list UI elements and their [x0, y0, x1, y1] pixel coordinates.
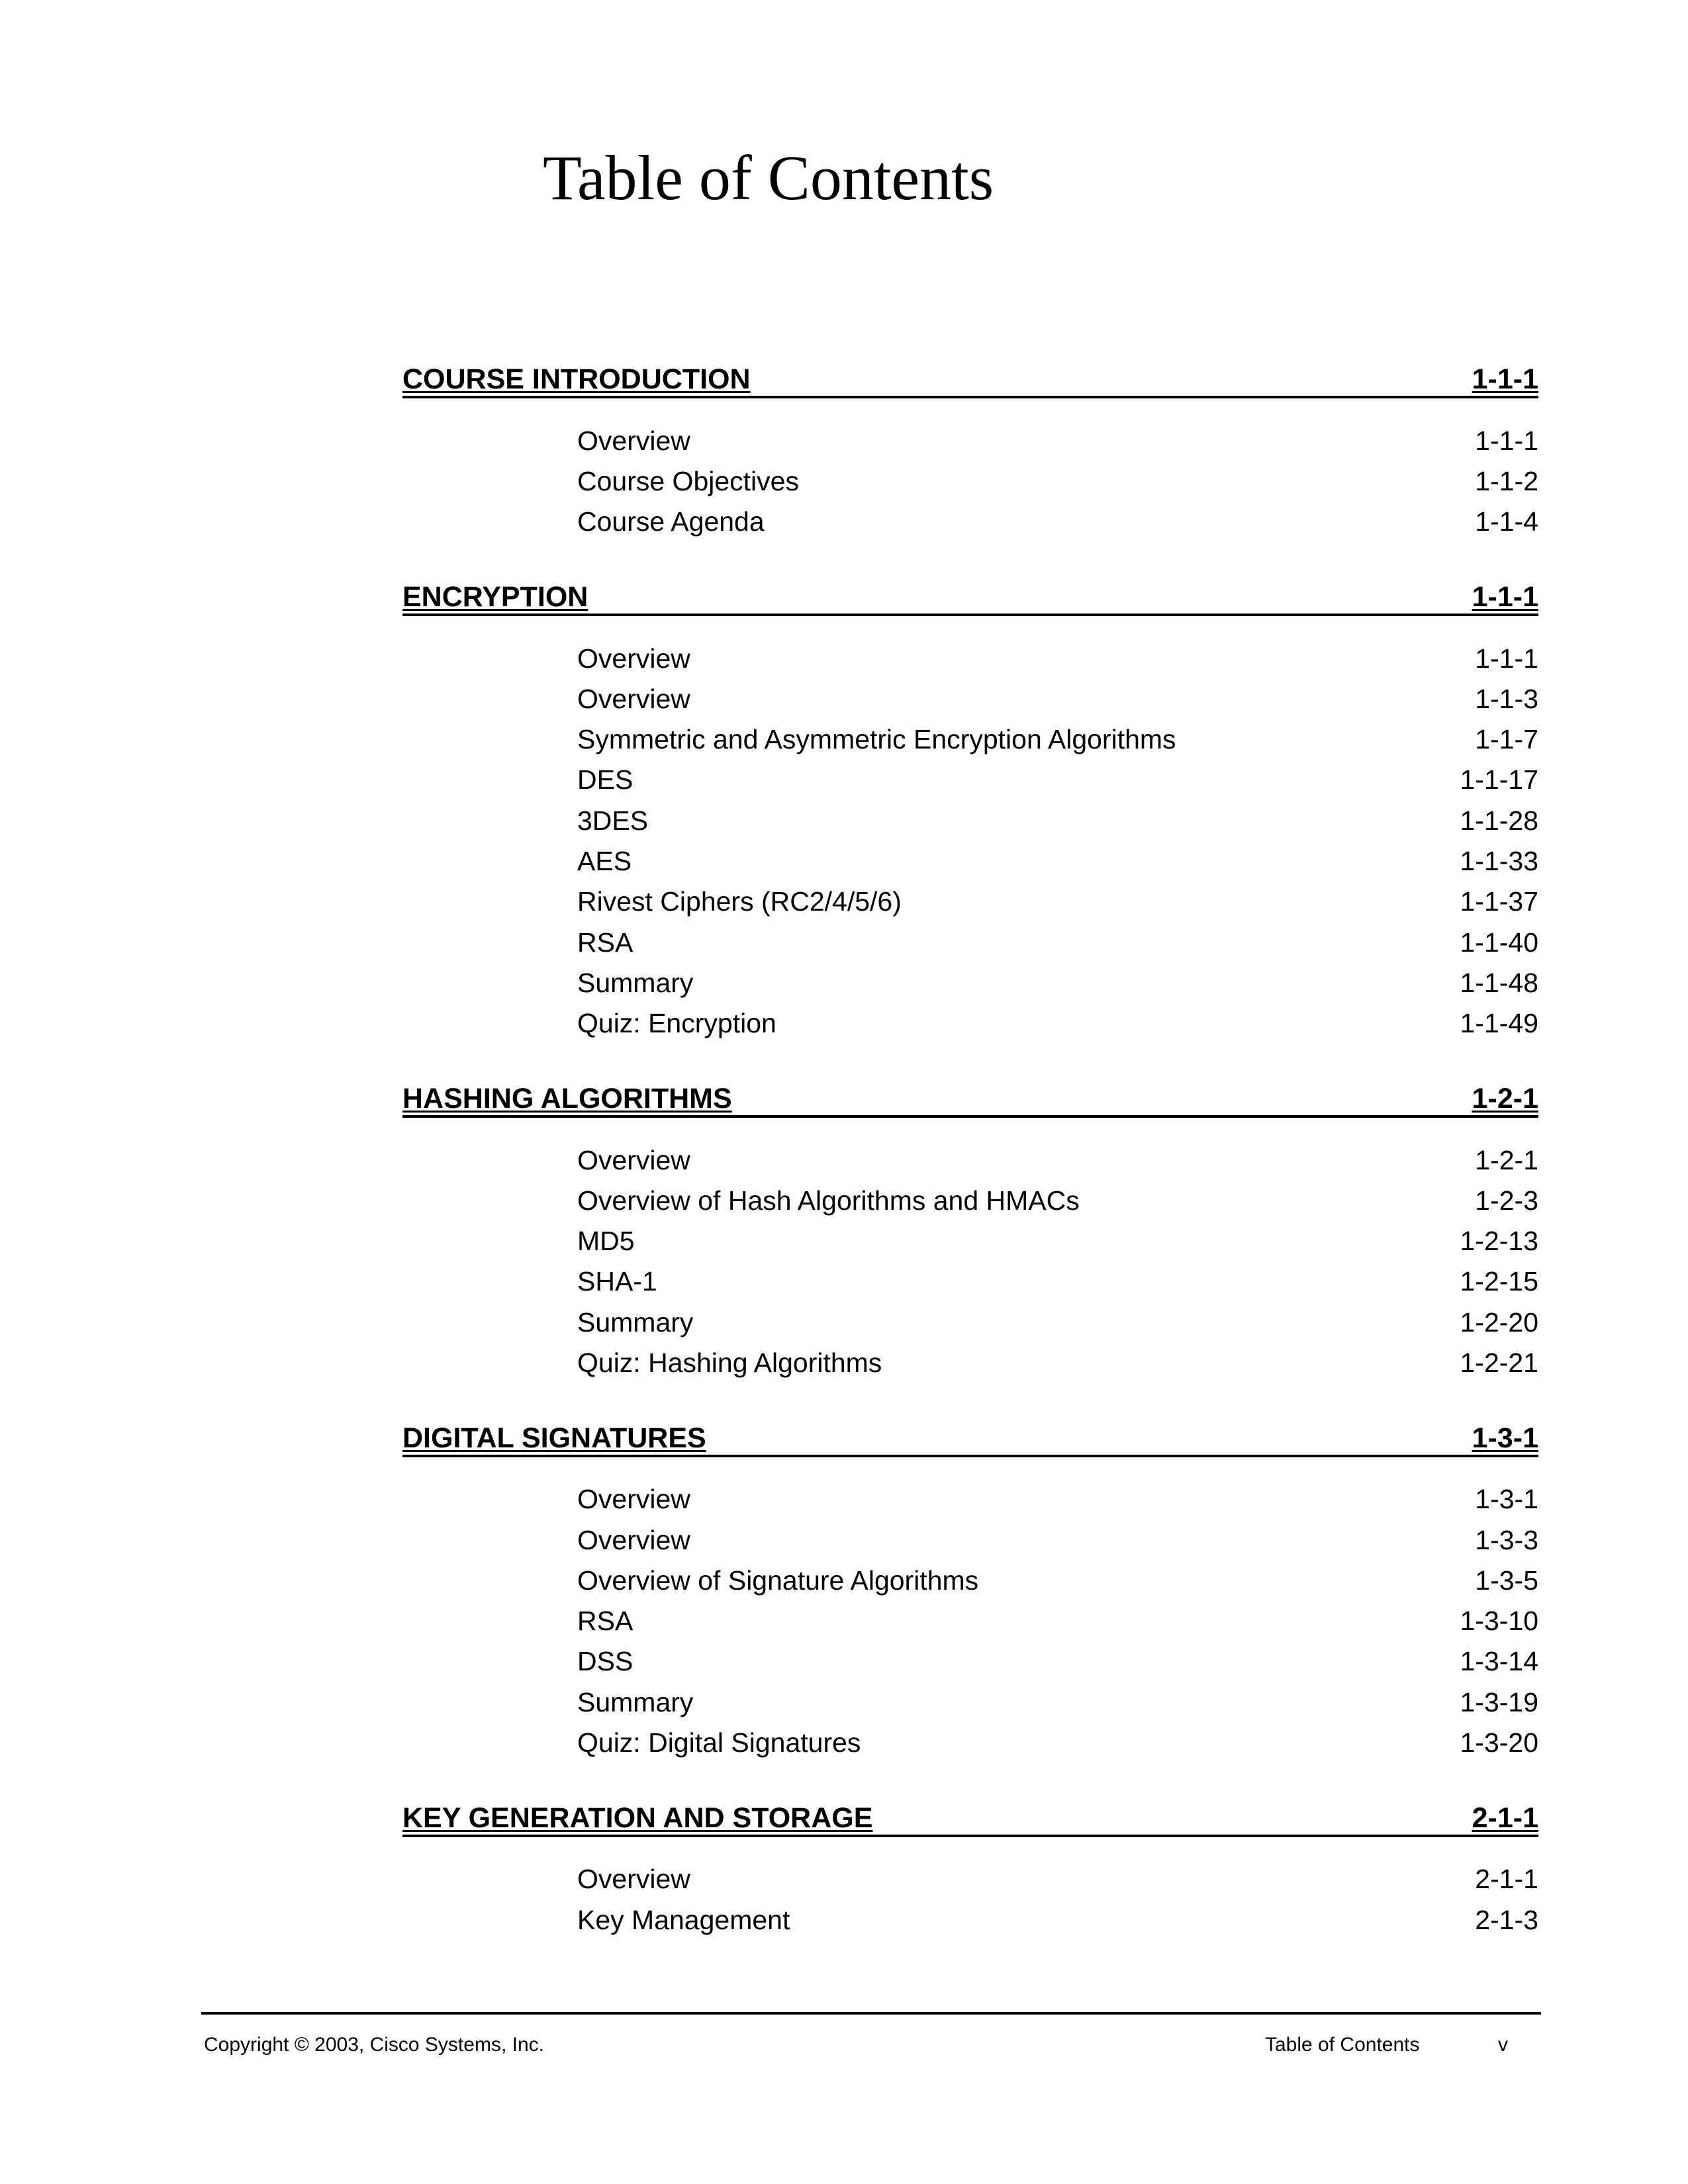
section-page-number: 1-1-1	[1472, 363, 1538, 395]
entry-page-number: 1-3-1	[1475, 1484, 1538, 1515]
toc-entry[interactable]	[402, 420, 1538, 461]
entry-page-number: 1-1-1	[1475, 425, 1538, 456]
toc-entry[interactable]	[402, 1722, 1538, 1762]
section-title: COURSE INTRODUCTION	[402, 363, 751, 395]
section-page-number: 1-3-1	[1472, 1422, 1538, 1454]
toc-entry[interactable]	[402, 719, 1538, 759]
entry-list	[402, 638, 1538, 1044]
entry-label: Overview	[577, 1484, 690, 1515]
entry-label: Overview	[577, 683, 690, 714]
toc-entry[interactable]	[402, 1220, 1538, 1261]
entry-page-number: 1-1-17	[1460, 764, 1538, 796]
toc-entry[interactable]	[402, 882, 1538, 922]
toc-entry[interactable]	[402, 678, 1538, 719]
entry-label: Summary	[577, 1306, 694, 1338]
toc-entry[interactable]	[402, 1641, 1538, 1682]
footer-copyright: Copyright © 2003, Cisco Systems, Inc.	[204, 2034, 544, 2056]
entry-label: MD5	[577, 1226, 635, 1257]
entry-page-number: 1-3-5	[1475, 1565, 1538, 1596]
page-title: Table of Contents	[543, 142, 994, 214]
entry-label: Course Objectives	[577, 465, 799, 496]
entry-label: Quiz: Hashing Algorithms	[577, 1347, 882, 1378]
section-title: DIGITAL SIGNATURES	[402, 1422, 706, 1454]
entry-page-number: 1-1-3	[1475, 683, 1538, 714]
entry-page-number: 1-1-49	[1460, 1008, 1538, 1039]
toc-entry[interactable]	[402, 962, 1538, 1003]
entry-label: Overview	[577, 1864, 690, 1895]
entry-page-number: 2-1-1	[1475, 1864, 1538, 1895]
entry-list	[402, 420, 1538, 542]
entry-label: Quiz: Digital Signatures	[577, 1727, 861, 1758]
toc-entry[interactable]	[402, 1003, 1538, 1044]
entry-page-number: 1-1-2	[1475, 465, 1538, 496]
entry-label: Summary	[577, 1686, 694, 1717]
toc-section	[402, 1795, 1538, 1940]
entry-page-number: 1-1-33	[1460, 846, 1538, 877]
entry-label: Summary	[577, 967, 694, 998]
entry-page-number: 1-1-48	[1460, 967, 1538, 998]
entry-page-number: 1-3-10	[1460, 1606, 1538, 1637]
section-title: KEY GENERATION AND STORAGE	[402, 1801, 873, 1834]
footer-page-number: v	[1498, 2034, 1508, 2056]
entry-page-number: 1-2-21	[1460, 1347, 1538, 1378]
entry-page-number: 1-3-19	[1460, 1686, 1538, 1717]
footer-section-name: Table of Contents	[1265, 2034, 1420, 2056]
entry-page-number: 1-1-7	[1475, 724, 1538, 755]
section-title: ENCRYPTION	[402, 580, 588, 613]
toc-entry[interactable]	[402, 1682, 1538, 1722]
entry-page-number: 1-1-40	[1460, 927, 1538, 958]
section-heading[interactable]	[402, 1795, 1538, 1837]
entry-label: Course Agenda	[577, 506, 765, 537]
entry-label: SHA-1	[577, 1266, 657, 1297]
entry-label: Overview	[577, 425, 690, 456]
toc-entry[interactable]	[402, 1302, 1538, 1342]
toc-entry[interactable]	[402, 1560, 1538, 1600]
toc-section	[402, 1075, 1538, 1383]
entry-list	[402, 1140, 1538, 1383]
entry-label: Overview	[577, 1524, 690, 1555]
entry-label: Key Management	[577, 1904, 790, 1935]
toc-entry[interactable]	[402, 1601, 1538, 1641]
entry-label: RSA	[577, 927, 633, 958]
toc-entry[interactable]	[402, 1261, 1538, 1302]
entry-label: DSS	[577, 1646, 633, 1677]
section-heading[interactable]	[402, 356, 1538, 398]
toc-section	[402, 1415, 1538, 1763]
section-page-number: 1-1-1	[1472, 580, 1538, 613]
toc-entry[interactable]	[402, 1899, 1538, 1940]
entry-label: AES	[577, 846, 632, 877]
entry-page-number: 1-2-20	[1460, 1306, 1538, 1338]
entry-page-number: 1-2-3	[1475, 1185, 1538, 1216]
toc-entry[interactable]	[402, 841, 1538, 881]
section-heading[interactable]	[402, 574, 1538, 616]
toc-entry[interactable]	[402, 800, 1538, 841]
section-heading[interactable]	[402, 1415, 1538, 1457]
toc-entry[interactable]	[402, 1180, 1538, 1220]
section-page-number: 2-1-1	[1472, 1801, 1538, 1834]
entry-page-number: 1-3-3	[1475, 1524, 1538, 1555]
entry-label: Symmetric and Asymmetric Encryption Algorithms	[577, 724, 1176, 755]
toc-entry[interactable]	[402, 922, 1538, 962]
entry-label: Overview of Hash Algorithms and HMACs	[577, 1185, 1080, 1216]
entry-page-number: 1-3-20	[1460, 1727, 1538, 1758]
section-title: HASHING ALGORITHMS	[402, 1082, 732, 1115]
entry-page-number: 1-2-13	[1460, 1226, 1538, 1257]
toc-entry[interactable]	[402, 1859, 1538, 1899]
entry-label: Rivest Ciphers (RC2/4/5/6)	[577, 886, 902, 917]
entry-label: RSA	[577, 1606, 633, 1637]
entry-label: DES	[577, 764, 633, 796]
toc-entry[interactable]	[402, 1479, 1538, 1520]
toc-entry[interactable]	[402, 1342, 1538, 1383]
toc-entry[interactable]	[402, 1520, 1538, 1560]
entry-page-number: 1-1-4	[1475, 506, 1538, 537]
entry-page-number: 1-1-1	[1475, 643, 1538, 674]
entry-page-number: 1-2-15	[1460, 1266, 1538, 1297]
entry-label: Quiz: Encryption	[577, 1008, 776, 1039]
toc-entry[interactable]	[402, 461, 1538, 501]
entry-page-number: 1-1-37	[1460, 886, 1538, 917]
toc-section	[402, 574, 1538, 1044]
section-page-number: 1-2-1	[1472, 1082, 1538, 1115]
footer-divider	[201, 2012, 1541, 2015]
entry-label: 3DES	[577, 805, 649, 836]
entry-page-number: 1-3-14	[1460, 1646, 1538, 1677]
toc-entry[interactable]	[402, 502, 1538, 542]
toc-entry[interactable]	[402, 1140, 1538, 1180]
entry-page-number: 1-1-28	[1460, 805, 1538, 836]
entry-list	[402, 1859, 1538, 1940]
entry-list	[402, 1479, 1538, 1763]
entry-label: Overview of Signature Algorithms	[577, 1565, 979, 1596]
table-of-contents	[402, 356, 1538, 1972]
toc-entry[interactable]	[402, 760, 1538, 800]
entry-page-number: 1-2-1	[1475, 1144, 1538, 1175]
toc-entry[interactable]	[402, 638, 1538, 678]
toc-section	[402, 356, 1538, 542]
section-heading[interactable]	[402, 1075, 1538, 1118]
entry-page-number: 2-1-3	[1475, 1904, 1538, 1935]
entry-label: Overview	[577, 1144, 690, 1175]
entry-label: Overview	[577, 643, 690, 674]
